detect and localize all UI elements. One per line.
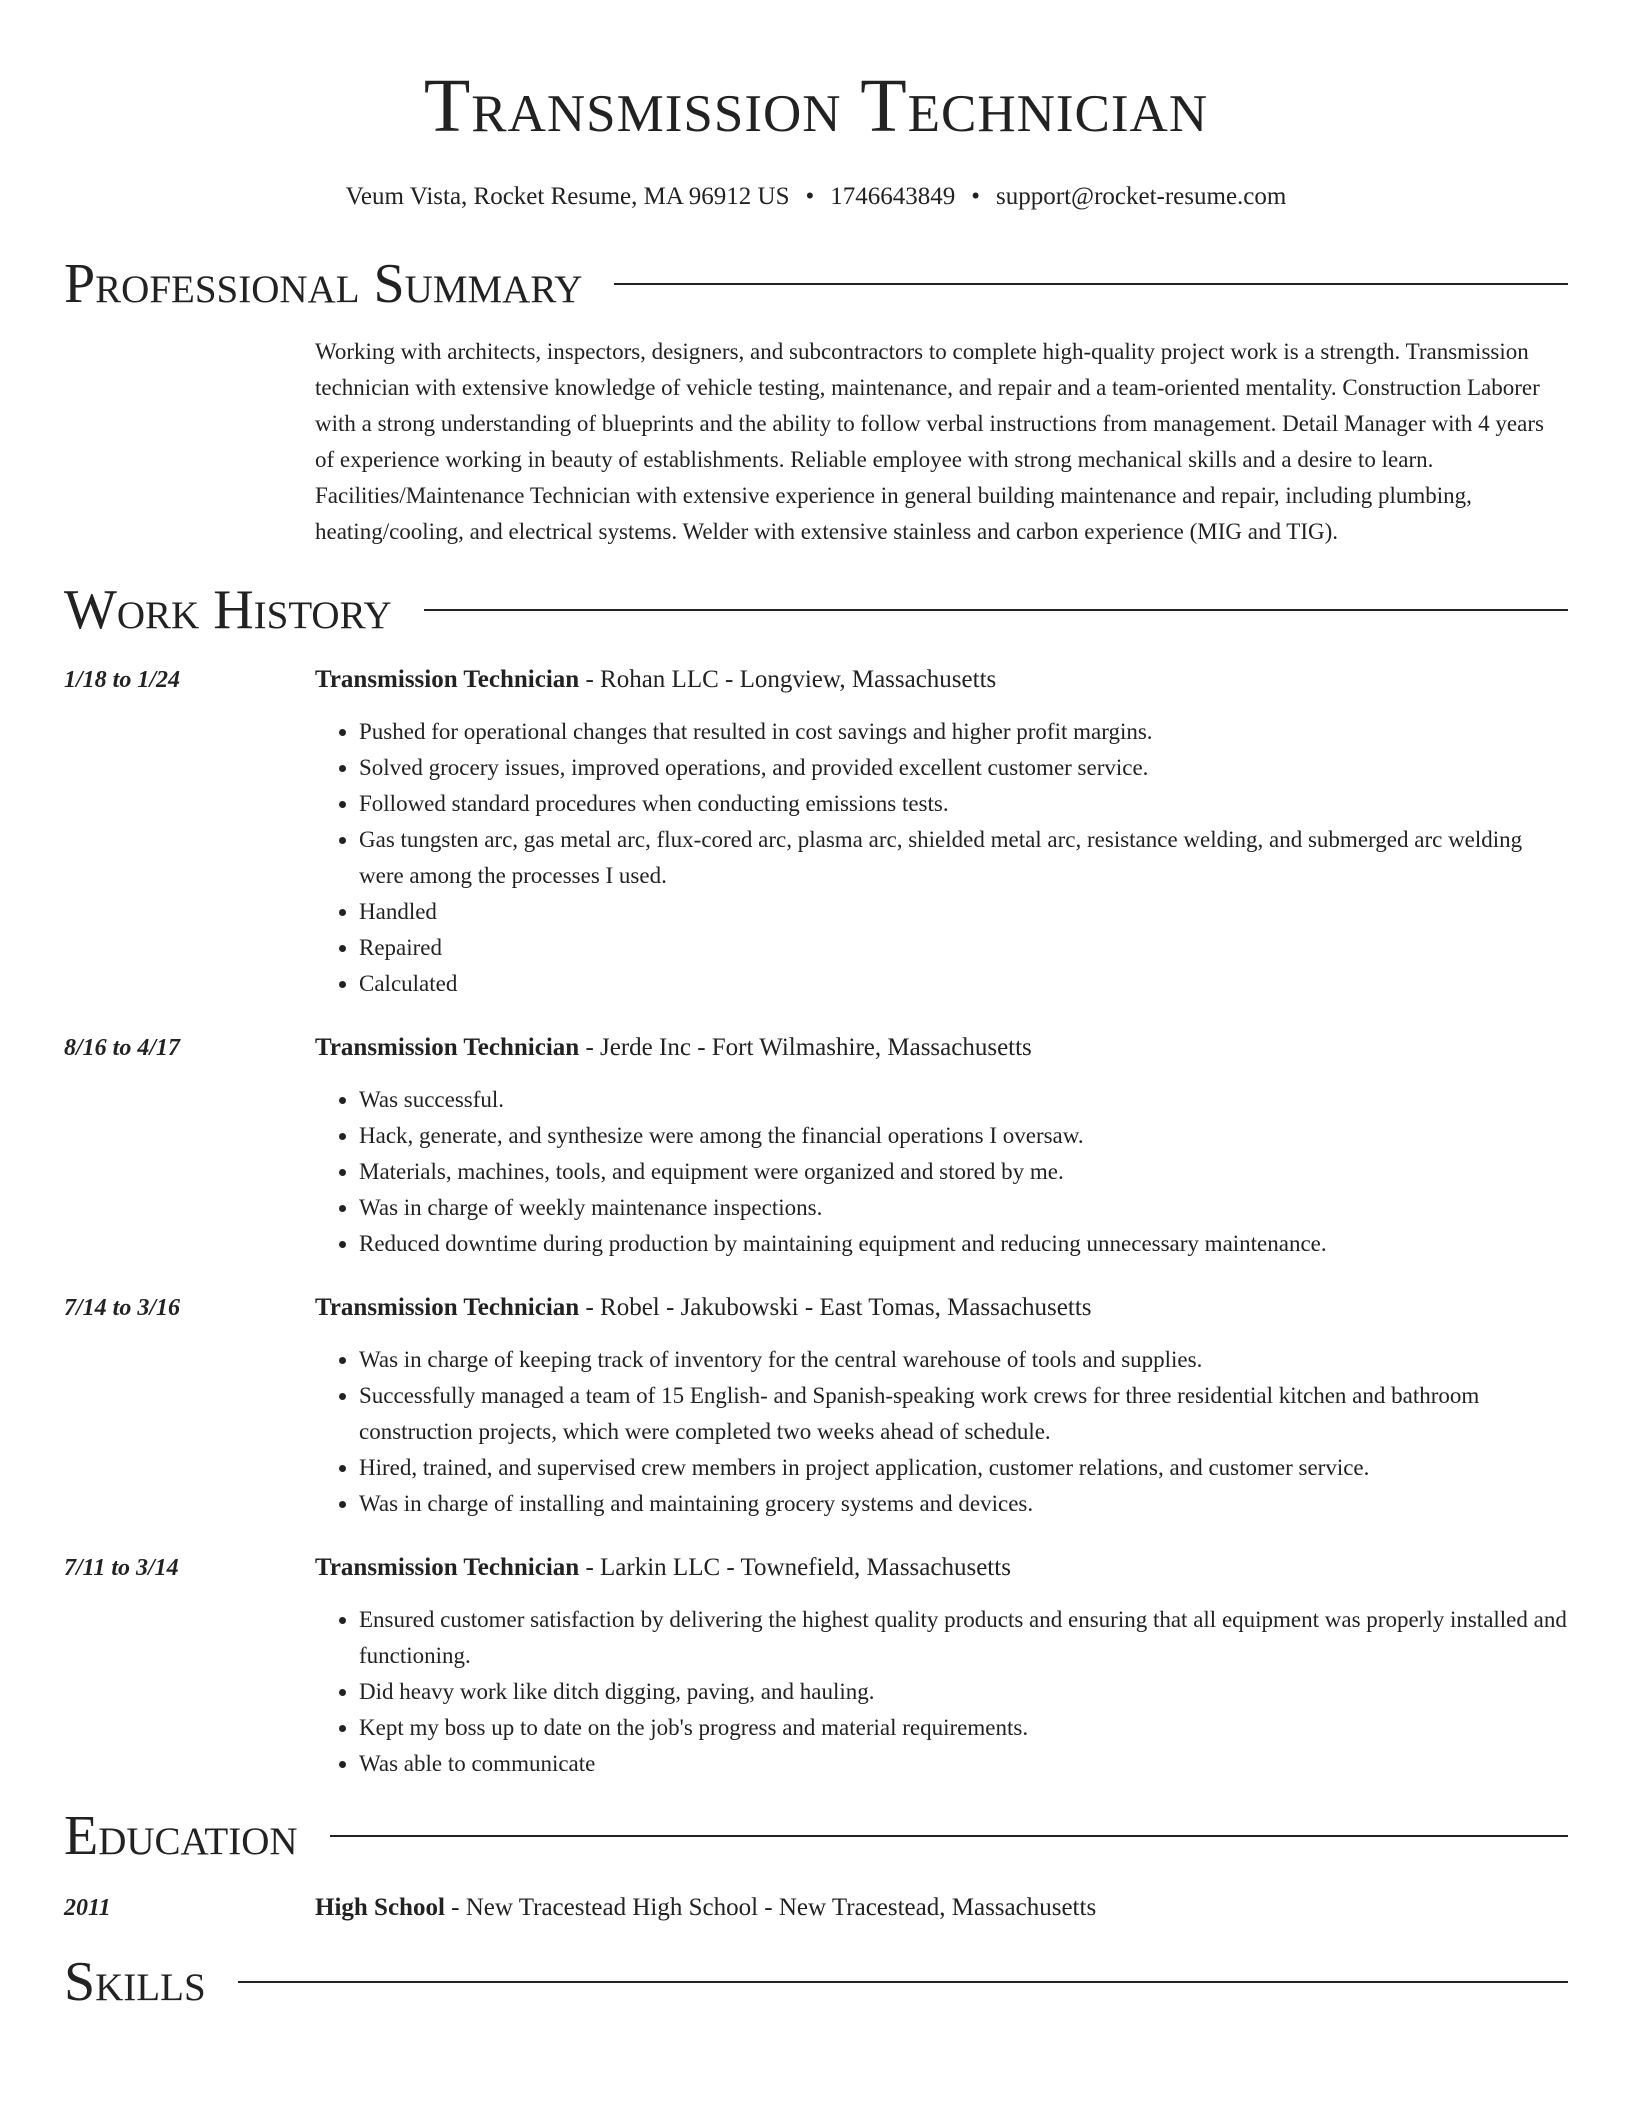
job-bullet: • Did heavy work like ditch digging, paving, and hauling. <box>359 1674 1568 1710</box>
education-entry <box>64 1890 1568 1926</box>
job-bullet: • Pushed for operational changes that resulted in cost savings and higher profit margins. <box>359 714 1568 750</box>
section-divider <box>330 1835 1568 1837</box>
job-title: Transmission Technician <box>315 666 580 693</box>
contact-line <box>64 182 1568 212</box>
job-entry <box>64 662 1568 1002</box>
job-bullet: • Followed standard procedures when conducting emissions tests. <box>359 786 1568 822</box>
job-entry <box>64 1290 1568 1522</box>
job-bullet: • Gas tungsten arc, gas metal arc, flux-cored arc, plasma arc, shielded metal arc, resistance welding, and submerged arc welding were among the processes I used. <box>359 822 1568 894</box>
job-bullet: • Was in charge of keeping track of inventory for the central warehouse of tools and supplies. <box>359 1342 1568 1378</box>
job-dates: 8/16 to 4/17 <box>64 1035 181 1061</box>
job-bullet: • Successfully managed a team of 15 English- and Spanish-speaking work crews for three residential kitchen and bathroom construction projects, which were completed two weeks ahead of schedule. <box>359 1378 1568 1450</box>
summary-heading: Professional Summary <box>64 253 583 315</box>
job-dates: 1/18 to 1/24 <box>64 667 181 693</box>
summary-section-header <box>64 253 1568 315</box>
job-details: - Jerde Inc - Fort Wilmashire, Massachusetts <box>579 1034 1032 1061</box>
section-divider <box>424 609 1568 611</box>
work-section-header <box>64 579 1568 641</box>
job-bullet: • Materials, machines, tools, and equipment were organized and stored by me. <box>359 1154 1568 1190</box>
contact-separator: • <box>805 183 815 210</box>
job-bullet: • Ensured customer satisfaction by delivering the highest quality products and ensuring that all equipment was properly installed and functioning. <box>359 1602 1568 1674</box>
job-title: Transmission Technician <box>315 1294 580 1321</box>
education-year: 2011 <box>64 1895 111 1921</box>
job-details: - Robel - Jakubowski - East Tomas, Massachusetts <box>579 1294 1092 1321</box>
job-dates: 7/11 to 3/14 <box>64 1555 179 1581</box>
job-body <box>315 1290 1568 1522</box>
section-divider <box>614 283 1568 285</box>
job-bullet: • Repaired <box>359 930 1568 966</box>
job-bullets <box>315 1082 1568 1262</box>
work-heading: Work History <box>64 579 392 641</box>
job-bullets <box>315 714 1568 1002</box>
job-body <box>315 1030 1568 1262</box>
skills-heading: Skills <box>64 1951 206 2013</box>
education-section-header <box>64 1805 1568 1867</box>
education-details: - New Tracestead High School - New Tracestead, Massachusetts <box>444 1894 1097 1921</box>
education-degree: High School <box>315 1894 445 1921</box>
education-line <box>315 1890 1096 1926</box>
job-bullet: • Was in charge of weekly maintenance inspections. <box>359 1190 1568 1226</box>
section-divider <box>238 1981 1568 1983</box>
job-bullet: • Hired, trained, and supervised crew members in project application, customer relations, and customer service. <box>359 1450 1568 1486</box>
education-heading: Education <box>64 1805 298 1867</box>
job-body <box>315 662 1568 1002</box>
resume-name: Transmission Technician <box>423 64 1209 148</box>
job-entry <box>64 1030 1568 1262</box>
job-bullet: • Was successful. <box>359 1082 1568 1118</box>
job-bullet: • Was in charge of installing and maintaining grocery systems and devices. <box>359 1486 1568 1522</box>
contact-separator: • <box>971 183 981 210</box>
job-heading <box>315 662 1568 698</box>
skills-section-header <box>64 1951 1568 2013</box>
job-details: - Rohan LLC - Longview, Massachusetts <box>579 666 997 693</box>
job-body <box>315 1550 1568 1782</box>
summary-text: Working with architects, inspectors, designers, and subcontractors to complete high-quality project work is a strength. Transmission technician with extensive knowledge of vehicle testing, maintenance, and repair and a team-oriented mentality. Construction Laborer with a strong understanding of blueprints and the ability to follow verbal instructions from management. Detail Manager with 4 years of experience working in beauty of establishments. Reliable employee with strong mechanical skills and a desire to learn. Facilities/Maintenance Technician with extensive experience in general building maintenance and repair, including plumbing, heating/cooling, and electrical systems. Welder with extensive stainless and carbon experience (MIG and TIG). <box>315 339 1544 544</box>
job-bullet: • Kept my boss up to date on the job's progress and material requirements. <box>359 1710 1568 1746</box>
job-dates: 7/14 to 3/16 <box>64 1295 181 1321</box>
job-bullet: • Solved grocery issues, improved operations, and provided excellent customer service. <box>359 750 1568 786</box>
job-heading <box>315 1290 1568 1326</box>
job-bullet: • Handled <box>359 894 1568 930</box>
job-entry <box>64 1550 1568 1782</box>
job-bullet: • Hack, generate, and synthesize were among the financial operations I oversaw. <box>359 1118 1568 1154</box>
job-title: Transmission Technician <box>315 1034 580 1061</box>
job-bullet: • Reduced downtime during production by maintaining equipment and reducing unnecessary maintenance. <box>359 1226 1568 1262</box>
job-bullet: • Calculated <box>359 966 1568 1002</box>
job-details: - Larkin LLC - Townefield, Massachusetts <box>579 1554 1011 1581</box>
contact-phone: 1746643849 <box>830 183 956 210</box>
job-bullets <box>315 1342 1568 1522</box>
contact-email: support@rocket-resume.com <box>996 183 1287 210</box>
job-bullets <box>315 1602 1568 1782</box>
job-heading <box>315 1550 1568 1586</box>
contact-address: Veum Vista, Rocket Resume, MA 96912 US <box>345 183 790 210</box>
job-bullet: • Was able to communicate <box>359 1746 1568 1782</box>
job-heading <box>315 1030 1568 1066</box>
job-title: Transmission Technician <box>315 1554 580 1581</box>
